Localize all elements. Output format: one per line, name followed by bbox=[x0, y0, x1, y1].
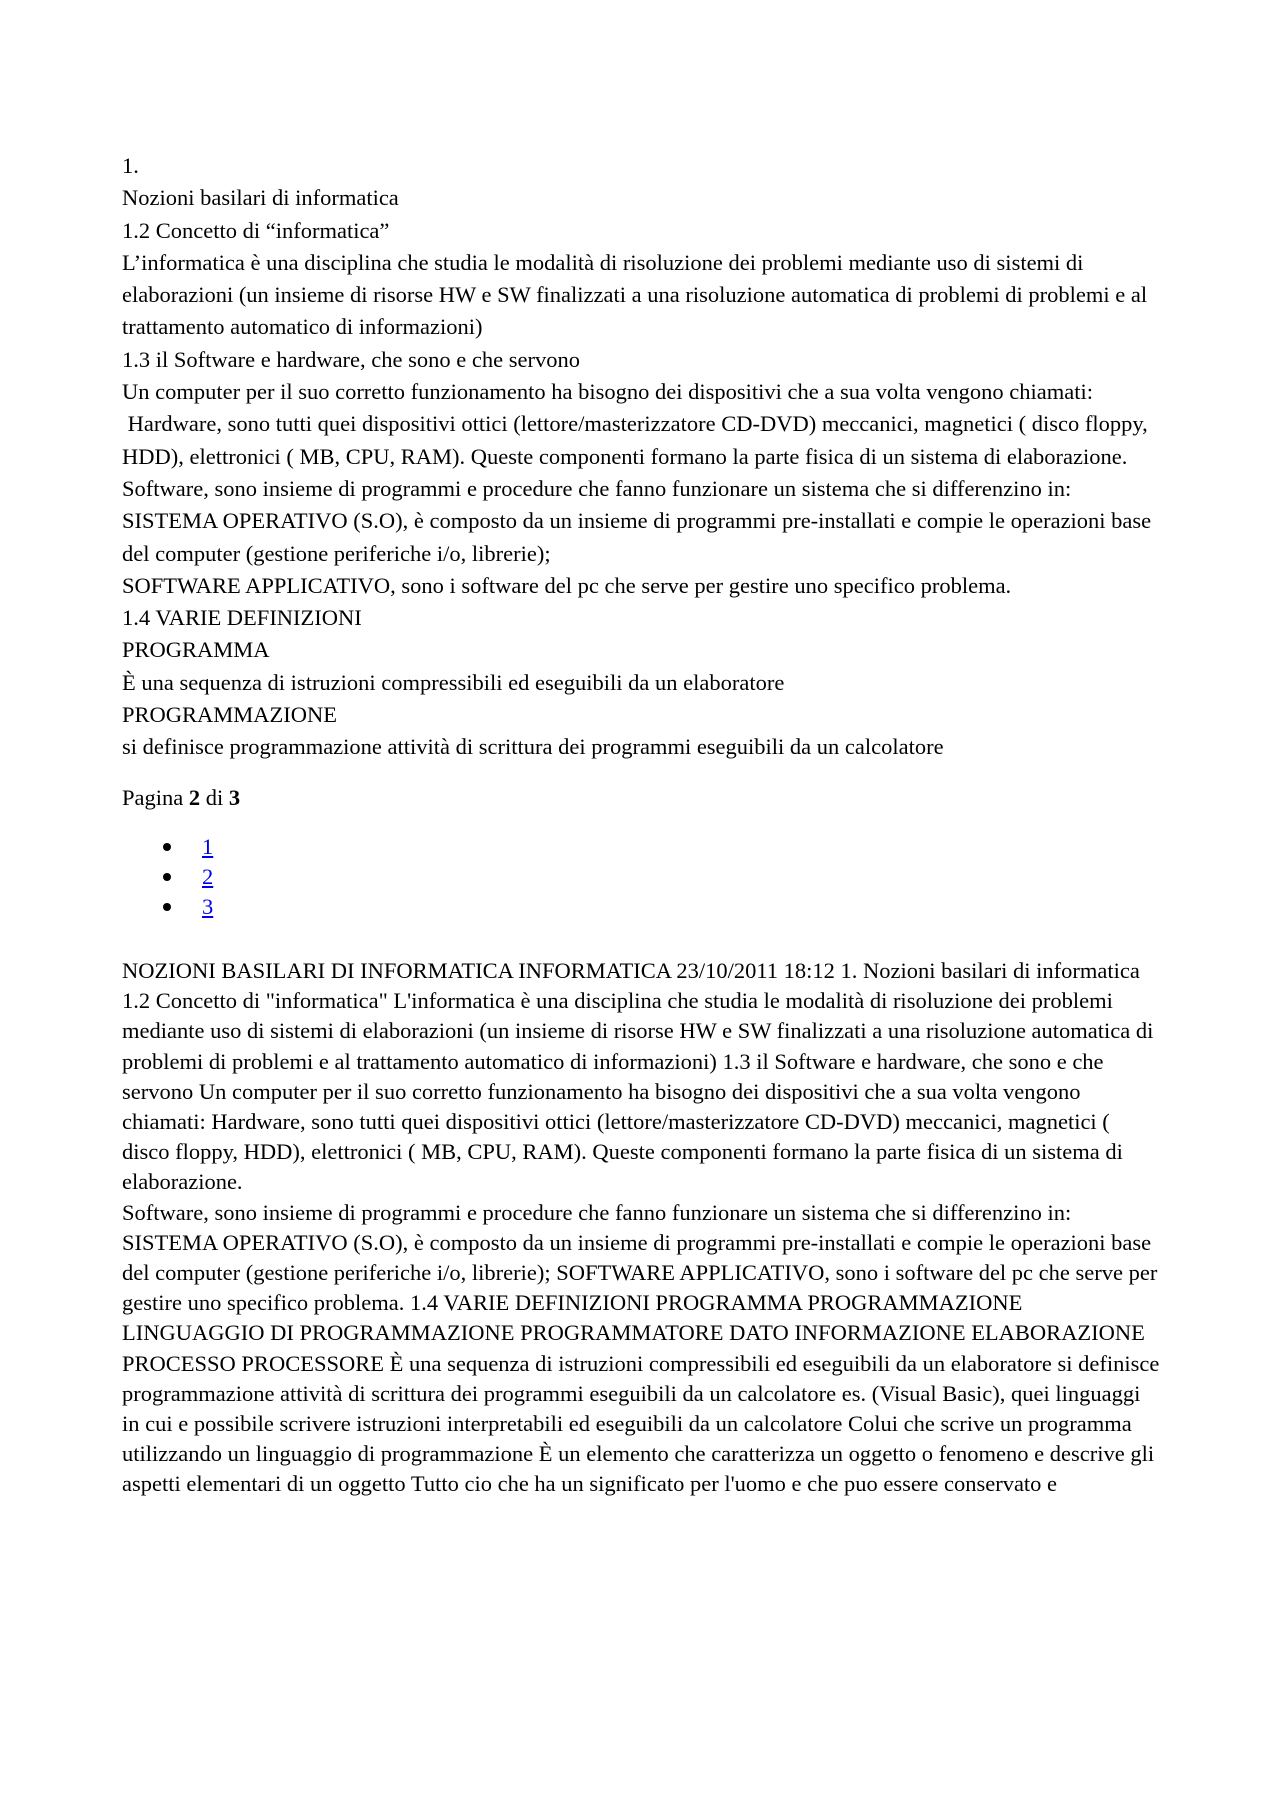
heading-number: 1. bbox=[122, 153, 139, 178]
summary-paragraph-2: Software, sono insieme di programmi e procedure che fanno funzionare un sistema che si differenzino in: SISTEMA OPERATIVO (S.O), è composto da un insieme di programmi pre-installati e compie le operazioni base del computer (gestione periferiche i/o, librerie); SOFTWARE APPLICATIVO, sono i software del pc che serve per gestire uno specifico problema. 1.4 VARIE DEFINIZIONI PROGRAMMA PROGRAMMAZIONE LINGUAGGIO DI PROGRAMMAZIONE PROGRAMMATORE DATO INFORMAZIONE ELABORAZIONE PROCESSO PROCESSORE È una sequenza di istruzioni compressibili ed eseguibili da un elaboratore si definisce programmazione attività di scrittura dei programmi eseguibili da un calcolatore es. (Visual Basic), quei linguaggi in cui e possibile scrivere istruzioni interpretabili ed eseguibili da un calcolatore Colui che scrive un programma utilizzando un linguaggio di programmazione È un elemento che caratterizza un oggetto o fenomeno e descrive gli aspetti elementari di un oggetto Tutto cio che ha un significato per l'uomo e che puo essere conservato e bbox=[122, 1199, 1160, 1497]
section-title-1-3: 1.3 il Software e hardware, che sono e che servono bbox=[122, 346, 580, 372]
paragraph-computer: Un computer per il suo corretto funzionamento ha bisogno dei dispositivi che a sua volta vengono chiamati: bbox=[122, 379, 1094, 405]
term-programma: PROGRAMMA bbox=[122, 637, 270, 663]
pagination-list bbox=[122, 832, 1162, 922]
paragraph-hardware: Hardware, sono tutti quei dispositivi ottici (lettore/masterizzatore CD-DVD) meccanici, magnetici ( disco floppy, HDD), elettronici ( MB, CPU, RAM). Queste componenti formano la parte fisica di un sistema di elaborazione. bbox=[122, 411, 1154, 469]
bullet-icon bbox=[163, 873, 171, 881]
pagination-status bbox=[122, 782, 1162, 814]
page-link-3[interactable]: 3 bbox=[202, 893, 214, 919]
bullet-icon bbox=[163, 903, 171, 911]
pagination-current: 2 bbox=[188, 784, 201, 810]
summary-paragraph-1: NOZIONI BASILARI DI INFORMATICA INFORMATICA 23/10/2011 18:12 1. Nozioni basilari di informatica 1.2 Concetto di "informatica" L'informatica è una disciplina che studia le modalità di risoluzione dei problemi mediante uso di sistemi di elaborazioni (un insieme di risorse HW e SW finalizzati a una risoluzione automatica di problemi di problemi e al trattamento automatico di informazioni) 1.3 il Software e hardware, che sono e che servono Un computer per il suo corretto funzionamento ha bisogno dei dispositivi che a sua volta vengono chiamati: Hardware, sono tutti quei dispositivi ottici (lettore/masterizzatore CD-DVD) meccanici, magnetici ( disco floppy, HDD), elettronici ( MB, CPU, RAM). Queste componenti formano la parte fisica di un sistema di elaborazione. bbox=[122, 957, 1154, 1195]
pagination-middle: di bbox=[205, 784, 224, 810]
page-link-1[interactable]: 1 bbox=[202, 833, 214, 859]
paragraph-software: Software, sono insieme di programmi e procedure che fanno funzionare un sistema che si differenzino in: bbox=[122, 475, 1072, 501]
paragraph-informatica: L’informatica è una disciplina che studia le modalità di risoluzione dei problemi mediante uso di sistemi di elaborazioni (un insieme di risorse HW e SW finalizzati a una risoluzione automatica di problemi di problemi e al trattamento automatico di informazioni) bbox=[122, 249, 1148, 340]
definition-programma: È una sequenza di istruzioni compressibili ed eseguibili da un elaboratore bbox=[122, 669, 785, 695]
pagination-total: 3 bbox=[228, 784, 241, 810]
document-summary bbox=[122, 956, 1162, 1500]
pagination-item bbox=[162, 892, 1162, 922]
pagination-prefix: Pagina bbox=[122, 784, 184, 810]
document-content bbox=[122, 150, 1162, 764]
section-title-1-2: 1.2 Concetto di “informatica” bbox=[122, 217, 390, 243]
paragraph-sistema-operativo: SISTEMA OPERATIVO (S.O), è composto da un insieme di programmi pre-installati e compie le operazioni base del computer (gestione periferiche i/o, librerie); bbox=[122, 508, 1152, 566]
heading-title: Nozioni basilari di informatica bbox=[122, 185, 399, 211]
page-link-2[interactable]: 2 bbox=[202, 863, 214, 889]
section-title-1-4: 1.4 VARIE DEFINIZIONI bbox=[122, 605, 362, 631]
pagination-item bbox=[162, 862, 1162, 892]
paragraph-software-applicativo: SOFTWARE APPLICATIVO, sono i software del pc che serve per gestire uno specifico problema. bbox=[122, 572, 1012, 598]
bullet-icon bbox=[163, 843, 171, 851]
pagination-item bbox=[162, 832, 1162, 862]
definition-programmazione: si definisce programmazione attività di scrittura dei programmi eseguibili da un calcolatore bbox=[122, 734, 944, 760]
document-page bbox=[122, 150, 1162, 1500]
term-programmazione: PROGRAMMAZIONE bbox=[122, 702, 338, 728]
